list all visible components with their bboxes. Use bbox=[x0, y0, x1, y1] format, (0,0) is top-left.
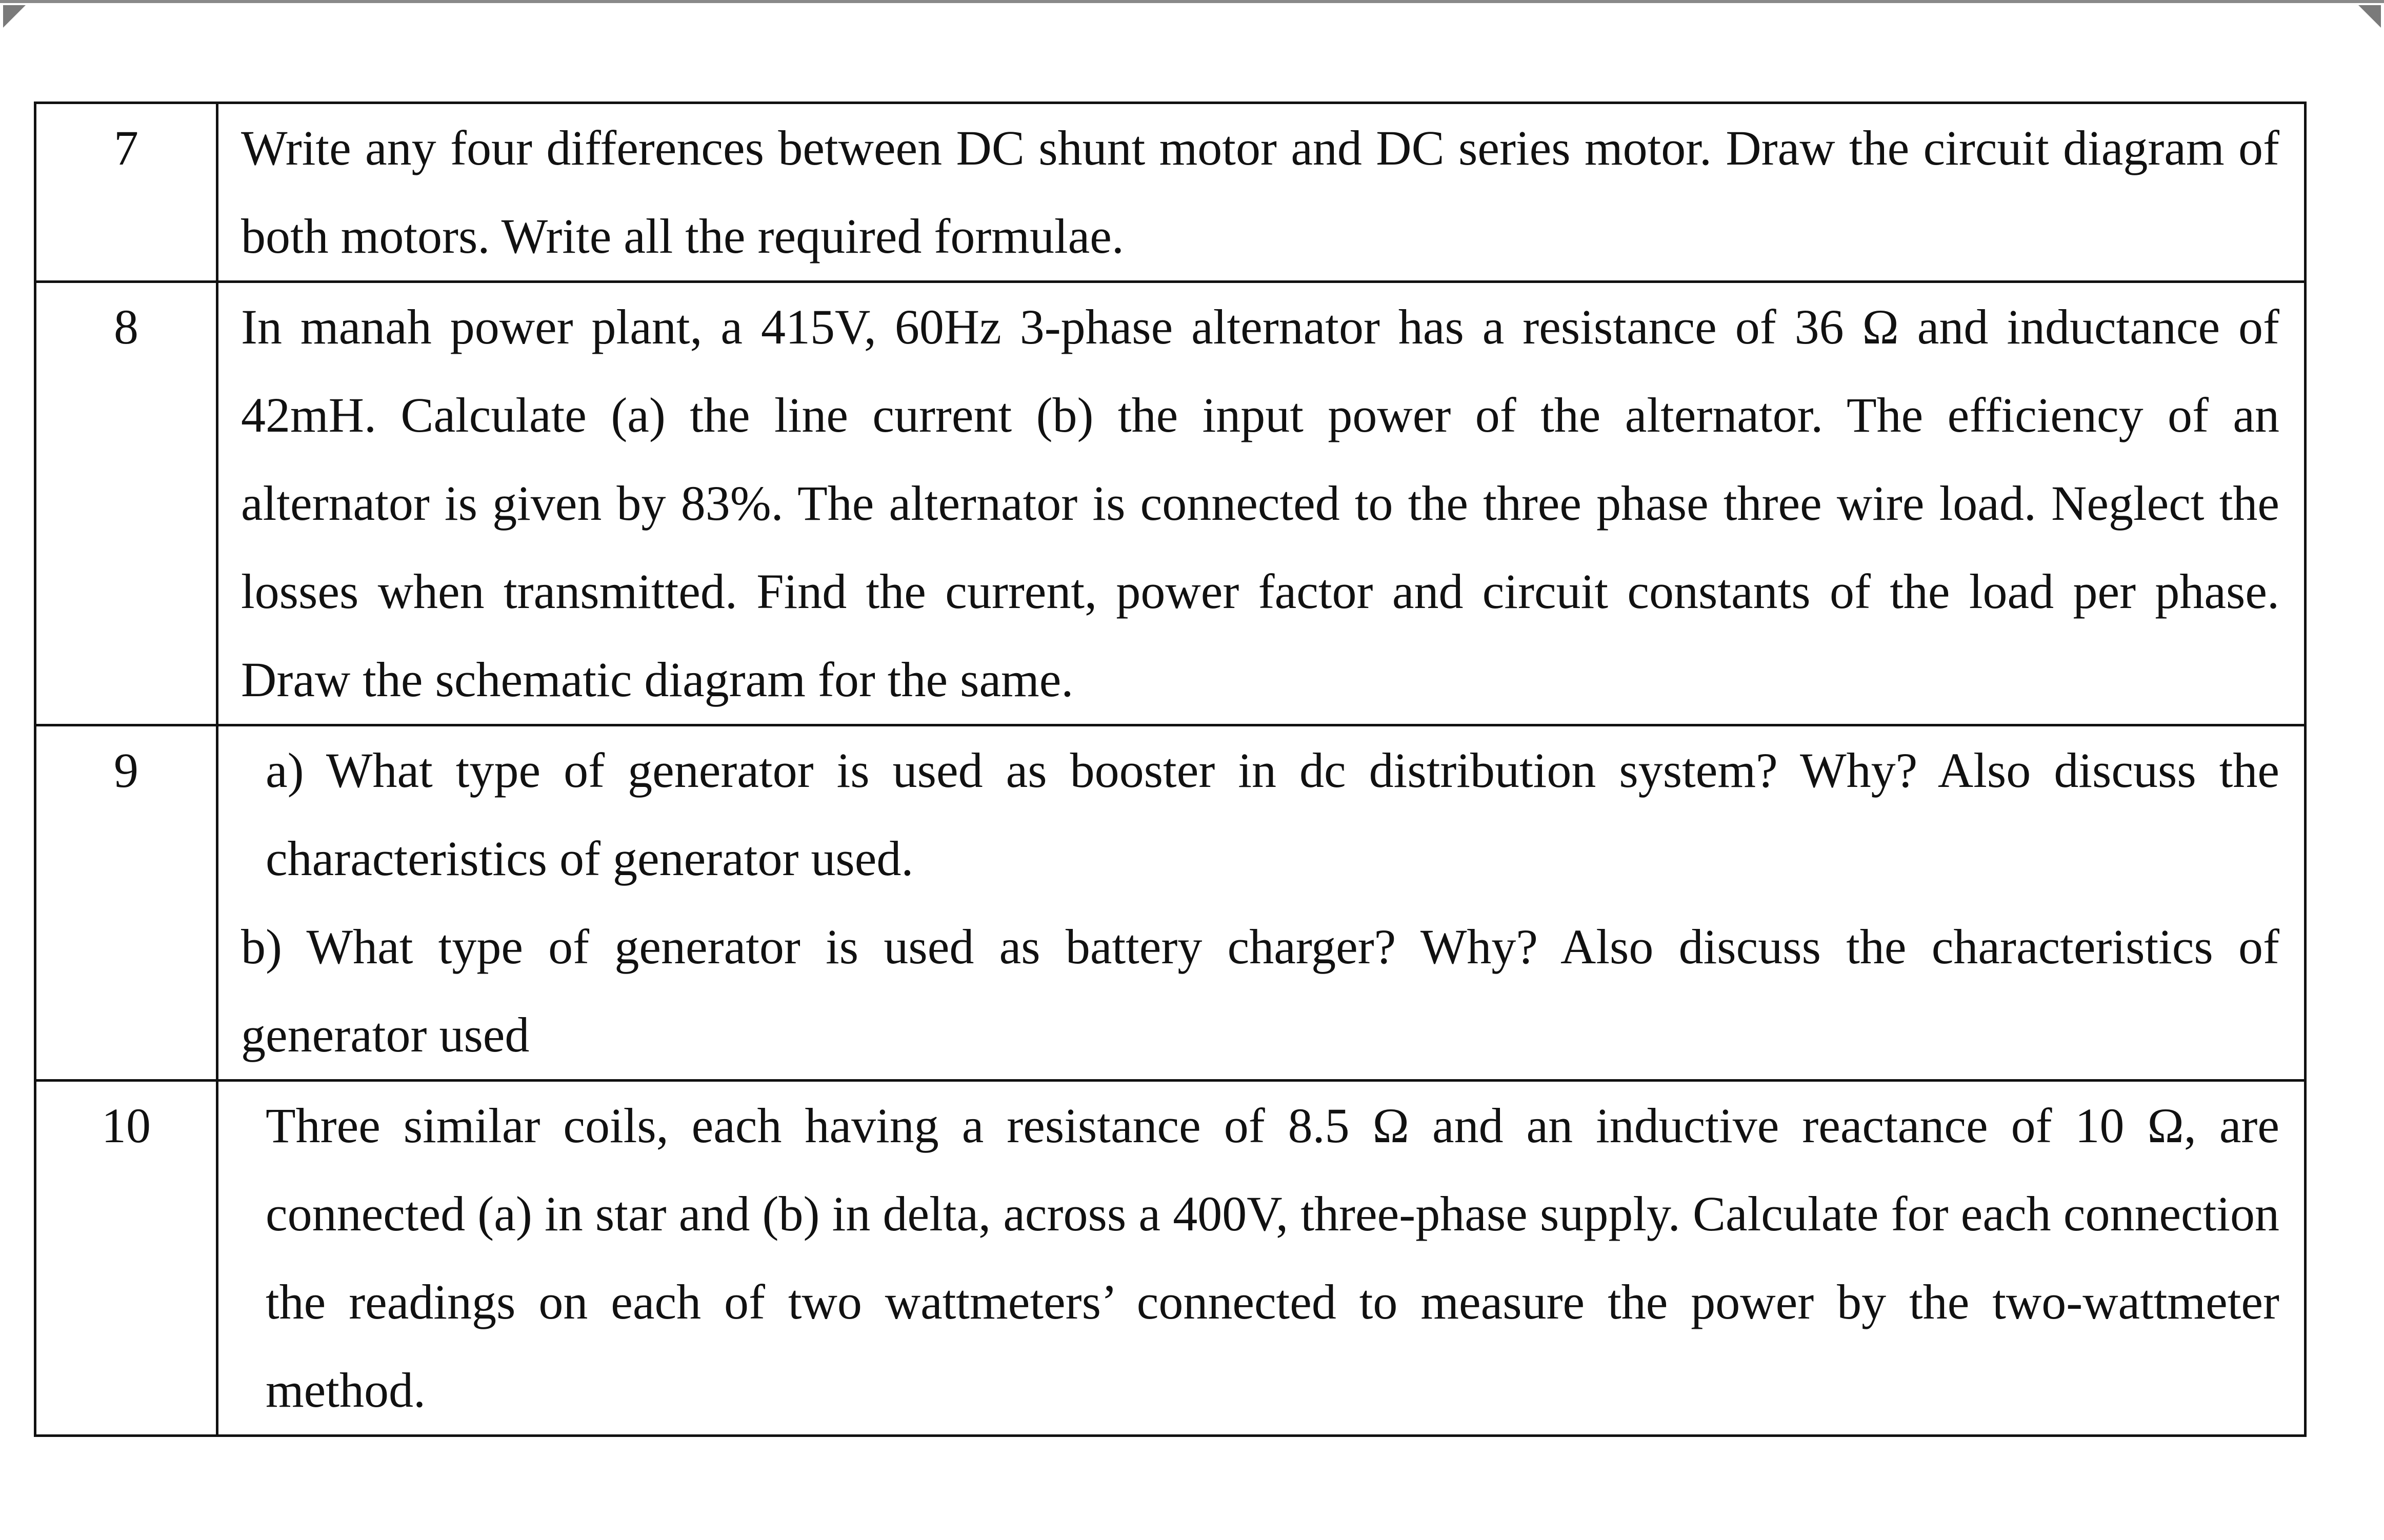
question-text bbox=[217, 282, 2306, 725]
question-8-text: In manah power plant, a 415V, 60Hz 3-phase alternator has a resistance of 36 Ω and inductance of 42mH. Calculate (a) the line current (b) the input power of the alternator. The efficiency of an alternator is given by 83%. The alternator is connected to the three phase three wire load. Neglect the losses when transmitted. Find the current, power factor and circuit constants of the load per phase. Draw the schematic diagram for the same. bbox=[241, 299, 2279, 707]
question-row-10 bbox=[35, 1081, 2306, 1436]
corner-triangle-left-icon bbox=[3, 5, 26, 28]
question-text bbox=[217, 103, 2306, 282]
question-number: 8 bbox=[35, 282, 217, 725]
question-number: 9 bbox=[35, 725, 217, 1081]
question-row-8 bbox=[35, 282, 2306, 725]
question-row-7 bbox=[35, 103, 2306, 282]
corner-triangle-right-icon bbox=[2358, 5, 2381, 28]
question-10-text: Three similar coils, each having a resistance of 8.5 Ω and an inductive reactance of 10 Ω, are connected (a) in star and (b) in delta, across a 400V, three-phase supply. Calculate for each connection the readings on each of two wattmeters’ connected to measure the power by the two-wattmeter method. bbox=[266, 1098, 2279, 1417]
page-top-border bbox=[0, 0, 2384, 3]
question-9-part-a: a) What type of generator is used as booster in dc distribution system? Why? Also discuss the characteristics of generator used. bbox=[266, 743, 2279, 886]
question-text bbox=[217, 725, 2306, 1081]
question-text bbox=[217, 1081, 2306, 1436]
question-7-text: Write any four differences between DC shunt motor and DC series motor. Draw the circuit diagram of both motors. Write all the required formulae. bbox=[241, 120, 2279, 264]
question-number: 7 bbox=[35, 103, 217, 282]
question-row-9 bbox=[35, 725, 2306, 1081]
question-9-part-b: b) What type of generator is used as battery charger? Why? Also discuss the characteristics of generator used bbox=[241, 919, 2279, 1062]
questions-table bbox=[34, 102, 2307, 1437]
question-number: 10 bbox=[35, 1081, 217, 1436]
